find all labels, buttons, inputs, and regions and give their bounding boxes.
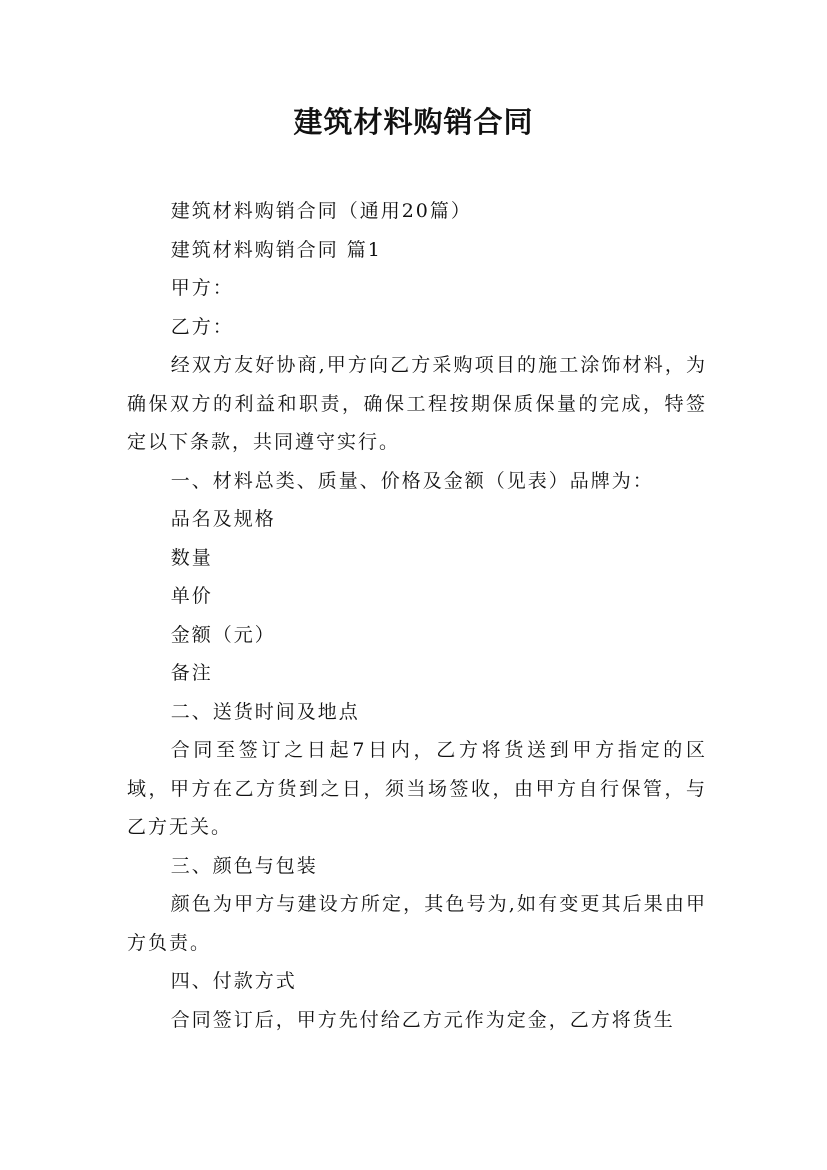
paragraph-heading: 建筑材料购销合同（通用20篇） — [170, 200, 472, 222]
paragraph-delivery: 合同至签订之日起7日内，乙方将货送到甲方指定的区域，甲方在乙方货到之日，须当场签收，由甲方自行保管，与乙方无关。 — [127, 739, 707, 838]
paragraph-color: 颜色为甲方与建设方所定，其色号为,如有变更其后果由甲方负责。 — [127, 893, 707, 954]
paragraph-item-spec: 品名及规格 — [170, 508, 276, 530]
paragraph-item-price: 单价 — [170, 585, 213, 607]
document-title: 建筑材料购销合同 — [293, 105, 534, 139]
paragraph-clause-4: 四、付款方式 — [170, 970, 297, 992]
paragraph-clause-2: 二、送货时间及地点 — [170, 700, 360, 723]
paragraph-clause-3: 三、颜色与包装 — [170, 854, 318, 877]
paragraph-payment: 合同签订后，甲方先付给乙方元作为定金，乙方将货生 — [170, 1008, 675, 1031]
paragraph-item-quantity: 数量 — [170, 546, 213, 569]
document-body — [127, 192, 707, 1039]
paragraph-clause-1: 一、材料总类、质量、价格及金额（见表）品牌为： — [170, 469, 654, 492]
paragraph-item-remark: 备注 — [170, 662, 213, 684]
paragraph-party-a: 甲方： — [170, 277, 234, 299]
paragraph-party-b: 乙方： — [170, 315, 234, 338]
paragraph-intro: 经双方友好协商,甲方向乙方采购项目的施工涂饰材料，为确保双方的利益和职责，确保工程按期保质保量的完成，特签定以下条款，共同遵守实行。 — [127, 354, 707, 453]
paragraph-section-title: 建筑材料购销合同 篇1 — [170, 238, 382, 261]
paragraph-item-amount: 金额（元） — [170, 623, 276, 646]
